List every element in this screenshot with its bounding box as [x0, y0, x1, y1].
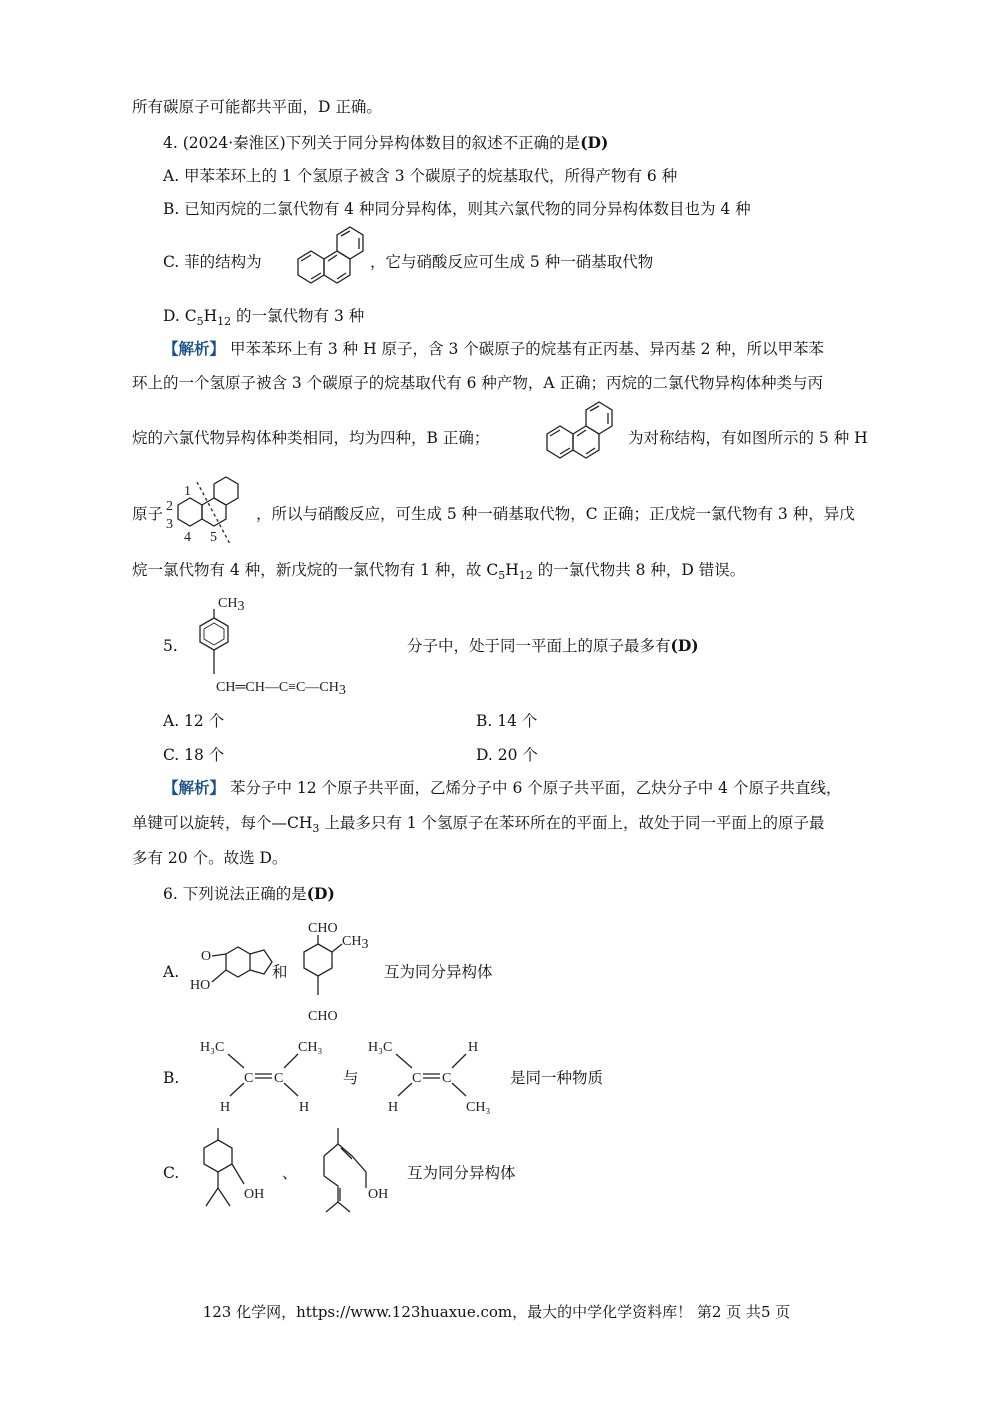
q4-answer: (D): [580, 133, 609, 152]
q6-option-a-label: A.: [163, 963, 180, 981]
q4-analysis-line-2: 环上的一个氢原子被含 3 个碳原子的烷基取代有 6 种产物，A 正确；丙烷的二氯代物异构体种类与丙: [132, 374, 824, 392]
q4-d-h: H: [203, 307, 218, 325]
q6-b-molecule-1: [198, 1036, 338, 1120]
q6-a-text: 互为同分异构体: [384, 963, 493, 981]
q6-a-cho-top: CHO: [308, 921, 338, 936]
q4-a5-post: 的一氯代物共 8 种，D 错误。: [532, 561, 746, 579]
q6-b-h-1: H: [220, 1100, 231, 1115]
q5-option-c: C. 18 个: [163, 746, 225, 764]
page-footer: 123 化学网，https://www.123huaxue.com，最大的中学化学资料库！ 第2 页 共5 页: [202, 1303, 791, 1321]
q6-b-h-2: H: [299, 1100, 310, 1115]
q6-a-ch3: CH3: [342, 934, 369, 952]
q4-analysis-text-1: 甲苯苯环上有 3 种 H 原子，含 3 个碳原子的烷基有正丙基、异丙基 2 种，所以甲苯苯: [225, 340, 824, 358]
q6-a-molecule-1: [188, 940, 278, 1000]
fig-num-4: 4: [184, 530, 191, 545]
q6-b-c4: C: [442, 1071, 452, 1086]
q5-analysis-text-1: 苯分子中 12 个原子共平面，乙烯分子中 6 个原子共平面，乙炔分子中 4 个原子共直线，: [225, 779, 842, 797]
fig-num-2: 2: [166, 499, 173, 514]
q4-analysis-line-5: [132, 559, 745, 587]
q4-option-b: B. 已知丙烷的二氯代物有 4 种同分异构体，则其六氯代物的同分异构体数目也为 4 种: [163, 200, 751, 218]
q4-a5-pre: 烷一氯代物有 4 种，新戊烷的一氯代物有 1 种，故 C: [132, 561, 499, 579]
q6-c-text: 互为同分异构体: [407, 1164, 516, 1182]
q4-analysis-line-3-post: 为对称结构，有如图所示的 5 种 H: [628, 429, 868, 447]
q6-b-molecule-2: [366, 1036, 506, 1120]
q6-a-ho: HO: [190, 978, 211, 993]
q6-b-h-3: H: [468, 1040, 479, 1055]
q6-c-molecule-1: [192, 1126, 282, 1216]
q6-a-molecule-2: [292, 918, 382, 1028]
analysis-tag: 【解析】: [163, 339, 226, 358]
q5-a2-post: 上最多只有 1 个氢原子在苯环所在的平面上，故处于同一平面上的原子最: [319, 814, 825, 832]
q5-ch3-label: CH3: [218, 596, 245, 614]
q6-option-c-label: C.: [163, 1164, 180, 1182]
q5-option-d: D. 20 个: [476, 746, 538, 764]
q5-a2-pre: 单键可以旋转，每个—CH: [132, 814, 313, 832]
phenanthrene-structure-analysis: [543, 405, 623, 467]
q4-d-sub1: 5: [196, 315, 204, 328]
q4-stem: [163, 132, 608, 154]
q5-chain-label: CH═CH—C≡C—CH3: [216, 680, 346, 698]
q5-analysis-line-2: [132, 812, 825, 840]
q6-b-h3c-1: H₃C: [200, 1040, 225, 1055]
q6-b-c3: C: [412, 1071, 422, 1086]
q6-c-oh-2: OH: [368, 1187, 389, 1202]
q4-analysis-line-4-pre: 原子: [132, 505, 164, 523]
q4-option-c-pre: C. 菲的结构为: [163, 253, 262, 271]
q6-b-ch3-1: CH₃: [298, 1040, 323, 1055]
q4-a5-sub1: 5: [498, 569, 506, 582]
q6-answer: (D): [306, 884, 335, 903]
q6-option-b-label: B.: [163, 1069, 180, 1087]
q5-molecule-structure: [192, 592, 402, 702]
q4-analysis-line-3-pre: 烷的六氯代物异构体种类相同，均为四种，B 正确；: [132, 429, 490, 447]
fig-num-3: 3: [166, 517, 173, 532]
q6-b-ch3-2: CH₃: [466, 1100, 491, 1115]
q4-a5-sub2: 12: [518, 569, 533, 582]
q5-stem: [407, 635, 699, 657]
q4-analysis-line-4-post: ，所以与硝酸反应，可生成 5 种一硝基取代物，C 正确；正戊烷一氯代物有 3 种，异戊: [256, 505, 855, 523]
q5-stem-text: 分子中，处于同一平面上的原子最多有: [407, 637, 671, 655]
q6-stem: [163, 883, 335, 905]
fig-num-5: 5: [210, 530, 217, 545]
q4-option-d: [163, 305, 364, 333]
q5-option-b: B. 14 个: [476, 712, 538, 730]
q4-analysis-line-1: [163, 338, 824, 360]
q4-d-sub2: 12: [217, 315, 232, 328]
q4-option-a: A. 甲苯苯环上的 1 个氢原子被含 3 个碳原子的烷基取代，所得产物有 6 种: [163, 167, 678, 185]
q6-a-oxygen: O: [201, 949, 212, 964]
prev-answer-end: 所有碳原子可能都共平面，D 正确。: [132, 98, 382, 116]
q5-number: 5.: [163, 637, 178, 655]
q6-c-molecule-2: [316, 1126, 406, 1216]
q5-analysis-line-1: [163, 777, 841, 799]
q6-b-c2: C: [274, 1071, 284, 1086]
phenanthrene-structure: [284, 230, 364, 292]
q5-answer: (D): [670, 636, 699, 655]
q4-stem-text: 4. (2024·秦淮区)下列关于同分异构体数目的叙述不正确的是: [163, 134, 581, 152]
q6-c-separator: 、: [282, 1164, 298, 1182]
q6-a-cho-bottom: CHO: [308, 1009, 338, 1024]
fig-num-1: 1: [184, 484, 191, 499]
q6-b-h-4: H: [388, 1100, 399, 1115]
q4-d-pre: D. C: [163, 307, 197, 325]
q5-option-a: A. 12 个: [163, 712, 225, 730]
analysis-tag: 【解析】: [163, 778, 226, 797]
q6-b-and: 与: [343, 1069, 359, 1087]
q5-analysis-line-3: 多有 20 个。故选 D。: [132, 849, 288, 867]
q4-a5-h: H: [505, 561, 519, 579]
q6-b-text: 是同一种物质: [510, 1069, 604, 1087]
q5-a2-sub: 3: [312, 822, 320, 835]
q6-b-h3c-2: H₃C: [368, 1040, 393, 1055]
q4-option-c-post: ，它与硝酸反应可生成 5 种一硝基取代物: [370, 253, 654, 271]
numbered-phenanthrene-structure: [162, 478, 248, 546]
q6-b-c1: C: [244, 1071, 254, 1086]
q6-c-oh-1: OH: [244, 1187, 265, 1202]
q4-d-post: 的一氯代物有 3 种: [231, 307, 365, 325]
q6-a-and: 和: [272, 963, 288, 981]
q6-stem-text: 6. 下列说法正确的是: [163, 885, 307, 903]
